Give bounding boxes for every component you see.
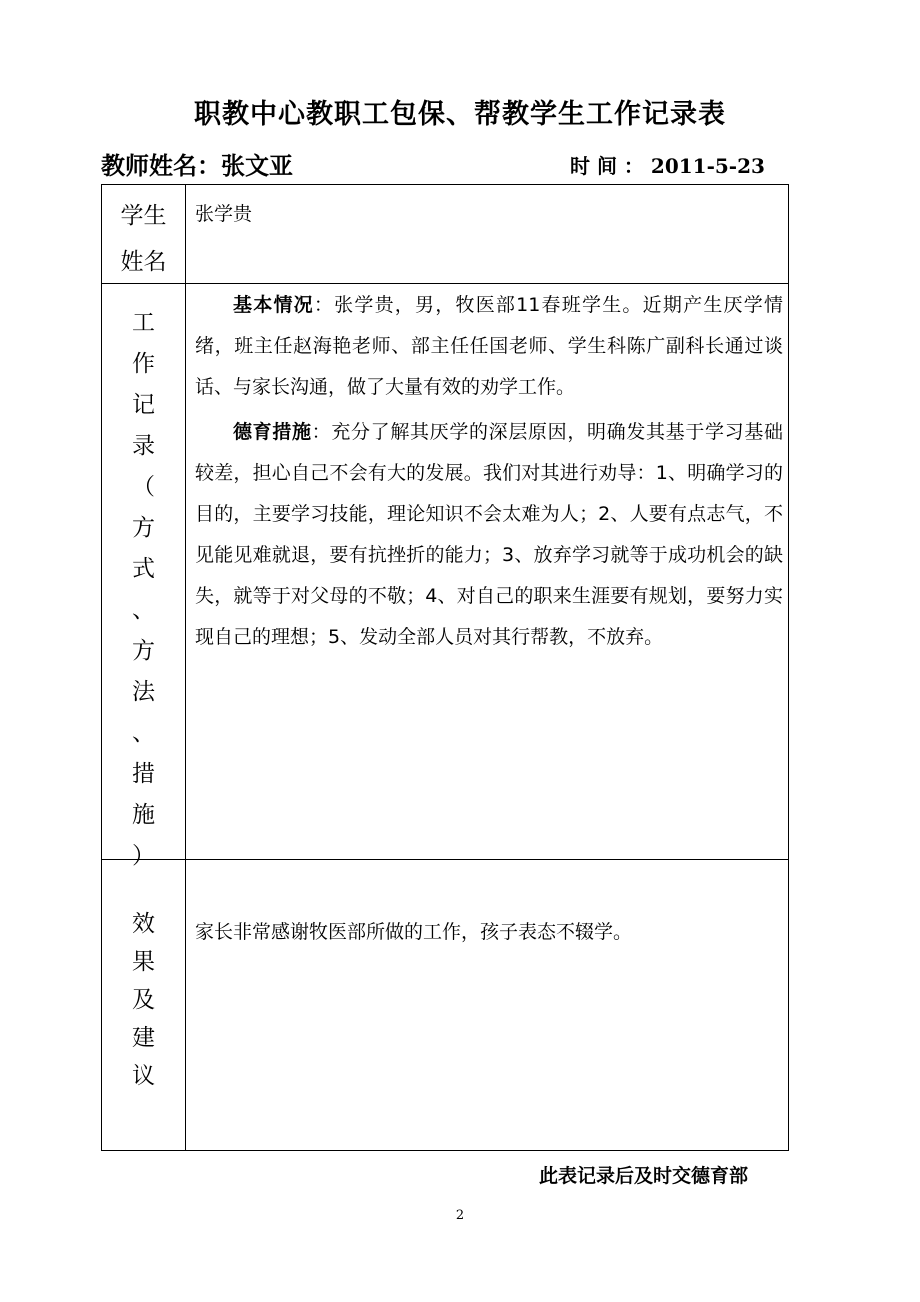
work-record: [195, 285, 783, 658]
date-value: 2011-5-23: [650, 154, 765, 178]
basic-info-heading: 基本情况: [233, 294, 314, 316]
work-record-label: 工 作 记 录 （ 方 式 、 方 法 、 措 施 ）: [132, 310, 155, 869]
teacher-name: 教师姓名：张文亚: [101, 152, 293, 180]
basic-info-text: ：张学贵，男，牧医部11春班学生。近期产生厌学情绪，班主任赵海艳老师、部主任任国老师、学生科陈广副科长通过谈话、与家长沟通，做了大量有效的劝学工作。: [195, 294, 783, 398]
row-divider: [102, 859, 788, 860]
date-label: 时 间 ：: [570, 154, 644, 178]
measures-text: ：充分了解其厌学的深层原因，明确发其基于学习基础较差，担心自己不会有大的发展。我们对其进行劝导：1、明确学习的目的，主要学习技能，理论知识不会太难为人；2、人要有点志气，不见能见难就退，要有抗挫折的能力；3、放弃学习就等于成功机会的缺失，就等于对父母的不敬；4、对自己的职来生涯要有规划，要努力实现自己的理想；5、发动全部人员对其行帮教，不放弃。: [195, 421, 783, 648]
document-title: 职教中心教职工包保、帮教学生工作记录表: [194, 99, 726, 130]
student-name: 张学贵: [195, 203, 253, 225]
measures-paragraph: [195, 412, 783, 658]
record-table: [101, 184, 789, 1151]
page-number: 2: [455, 1208, 465, 1223]
basic-info-paragraph: [195, 285, 783, 408]
result-label: 效 果 及 建 议: [132, 911, 155, 1089]
measures-heading: 德育措施: [233, 421, 312, 443]
column-divider: [185, 185, 186, 1150]
row-divider: [102, 283, 788, 284]
student-name-label: 学生 姓名: [120, 203, 167, 275]
record-date: [570, 150, 765, 179]
footer-note: 此表记录后及时交德育部: [539, 1165, 749, 1187]
result-text: 家长非常感谢牧医部所做的工作，孩子表态不辍学。: [195, 921, 633, 943]
